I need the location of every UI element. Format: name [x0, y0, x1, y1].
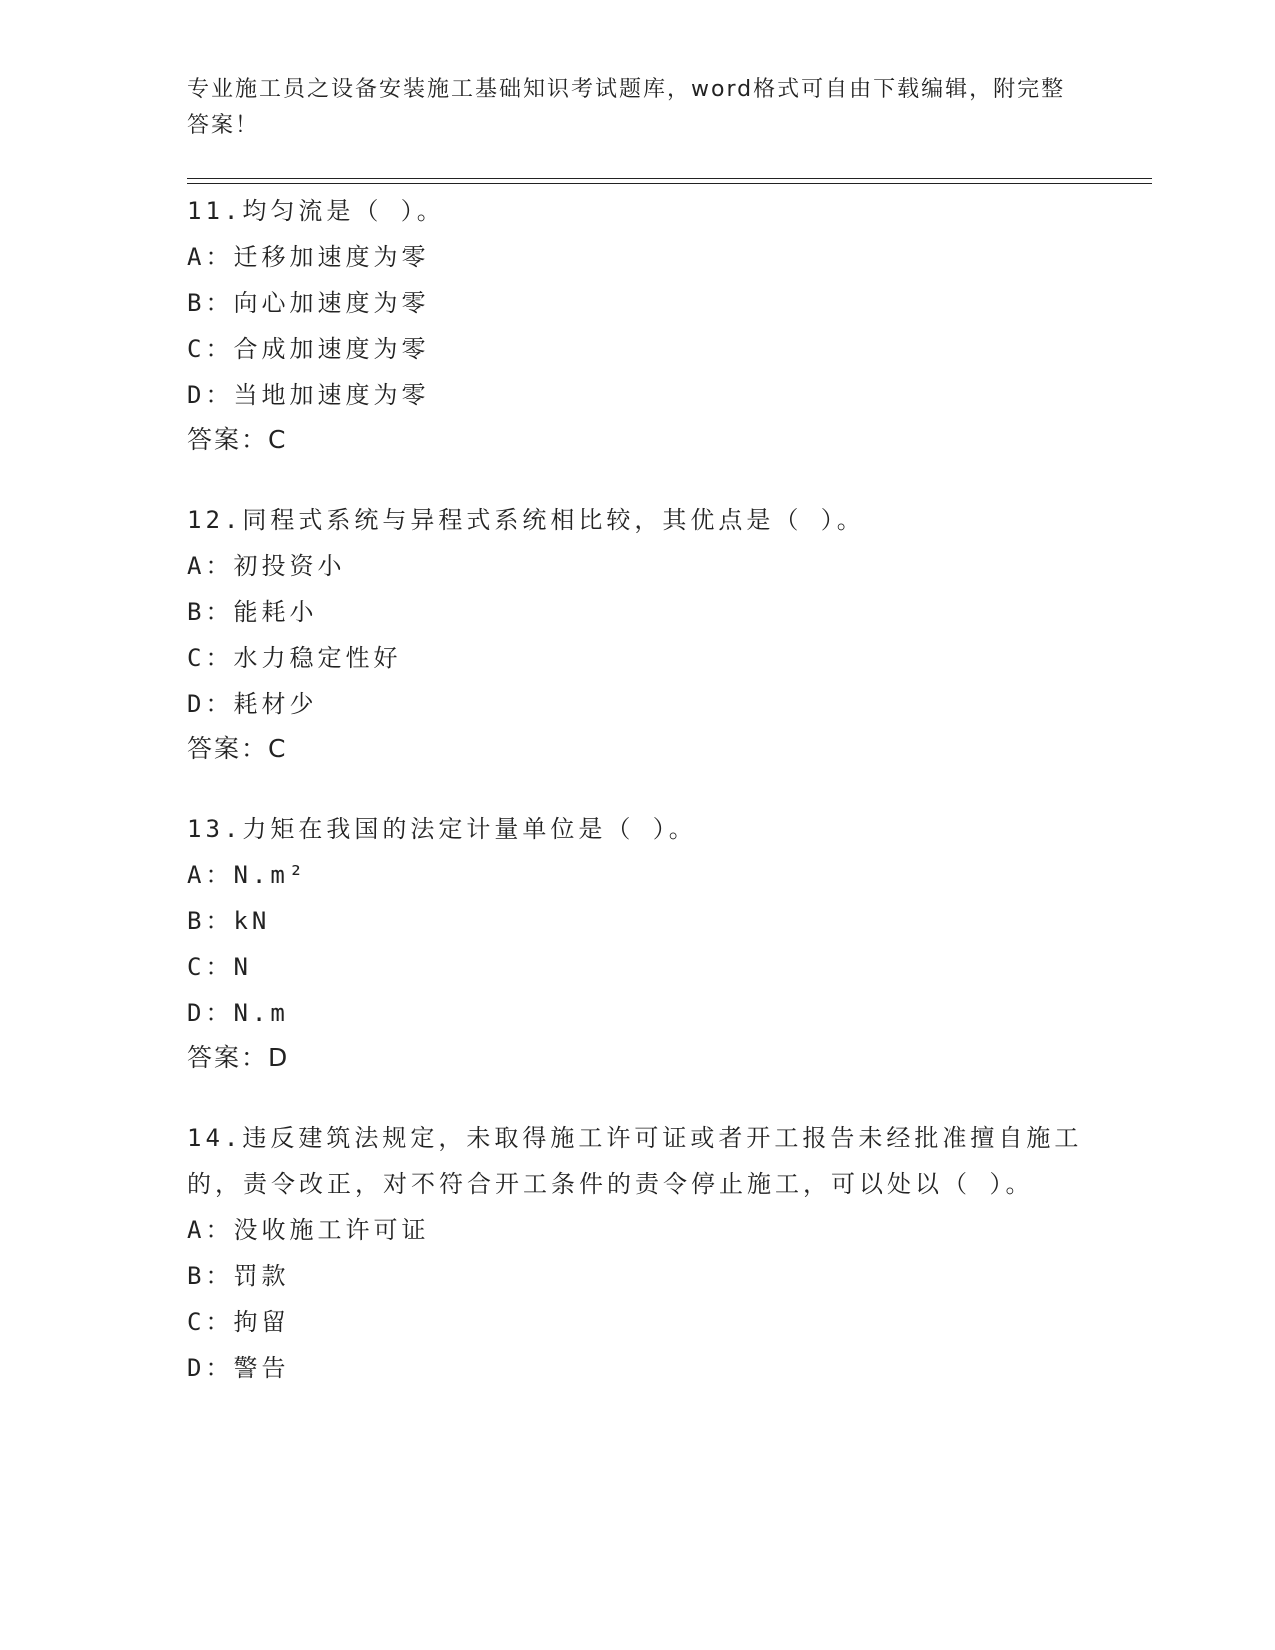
option-c: C：拘留 [187, 1308, 290, 1336]
option-a: A：没收施工许可证 [187, 1216, 430, 1244]
question-stem: 12.同程式系统与异程式系统相比较，其优点是（ ）。 [187, 506, 865, 534]
option-a: A：迁移加速度为零 [187, 243, 430, 271]
question-stem: 13.力矩在我国的法定计量单位是（ ）。 [187, 815, 697, 843]
option-b: B：kN [187, 907, 271, 935]
option-b: B：能耗小 [187, 598, 318, 626]
question-13 [187, 806, 1087, 1080]
answer-line: 答案：D [187, 1043, 290, 1072]
option-d: D：警告 [187, 1354, 290, 1382]
question-12 [187, 497, 1087, 771]
option-c: C：合成加速度为零 [187, 335, 430, 363]
question-stem: 14.违反建筑法规定，未取得施工许可证或者开工报告未经批准擅自施工的，责令改正，对不符合开工条件的责令停止施工，可以处以（ ）。 [187, 1124, 1083, 1198]
option-d: D：耗材少 [187, 690, 318, 718]
answer-line: 答案：C [187, 425, 288, 454]
answer-line: 答案：C [187, 734, 288, 763]
header-divider-double [187, 183, 1152, 184]
question-14 [187, 1115, 1087, 1391]
option-c: C：N [187, 953, 252, 981]
option-a: A：初投资小 [187, 552, 346, 580]
option-a: A：N.m² [187, 861, 308, 889]
option-d: D：当地加速度为零 [187, 381, 430, 409]
page-header: 专业施工员之设备安装施工基础知识考试题库，word格式可自由下载编辑，附完整答案！ [187, 77, 1066, 138]
option-b: B：向心加速度为零 [187, 289, 430, 317]
option-d: D：N.m [187, 999, 289, 1027]
question-list [187, 188, 1087, 1426]
option-c: C：水力稳定性好 [187, 644, 402, 672]
question-stem: 11.均匀流是（ ）。 [187, 197, 445, 225]
question-11 [187, 188, 1087, 462]
option-b: B：罚款 [187, 1262, 290, 1290]
header-divider [187, 178, 1152, 179]
